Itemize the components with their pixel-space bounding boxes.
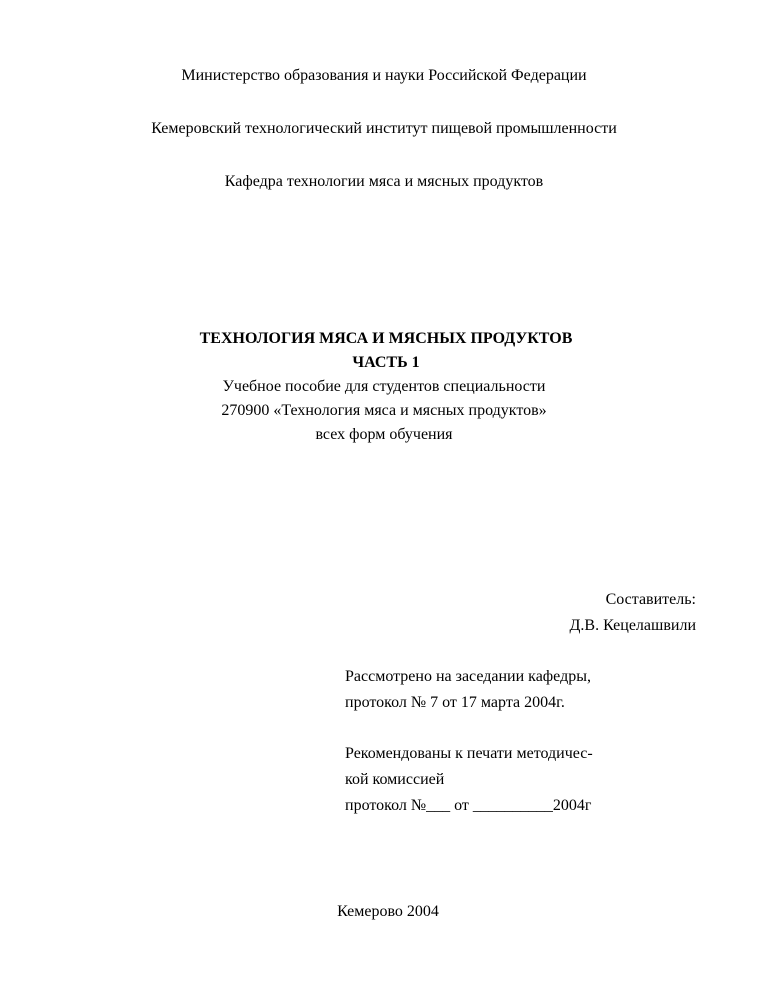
document-part: ЧАСТЬ 1 (352, 354, 420, 371)
subtitle-line-2: 270900 «Технология мяса и мясных продуктов» (221, 402, 547, 419)
compiler-name: Д.В. Кецелашвили (569, 617, 696, 634)
city-year: Кемерово 2004 (337, 903, 439, 920)
approval-line-2: протокол № 7 от 17 марта 2004г. (345, 694, 565, 711)
recommendation-line-1: Рекомендованы к печати методичес- (345, 745, 593, 762)
subtitle-line-3: всех форм обучения (315, 426, 453, 443)
document-title: ТЕХНОЛОГИЯ МЯСА И МЯСНЫХ ПРОДУКТОВ (199, 330, 573, 347)
recommendation-line-3: протокол №___ от __________2004г (345, 797, 592, 814)
compiler-label: Составитель: (605, 591, 696, 608)
approval-line-1: Рассмотрено на заседании кафедры, (345, 668, 591, 685)
subtitle-line-1: Учебное пособие для студентов специальности (222, 378, 546, 395)
department-name: Кафедра технологии мяса и мясных продуктов (224, 173, 544, 190)
institute-name: Кемеровский технологический институт пищевой промышленности (151, 120, 617, 137)
ministry-name: Министерство образования и науки Российской Федерации (181, 67, 587, 84)
recommendation-line-2: кой комиссией (345, 771, 445, 788)
